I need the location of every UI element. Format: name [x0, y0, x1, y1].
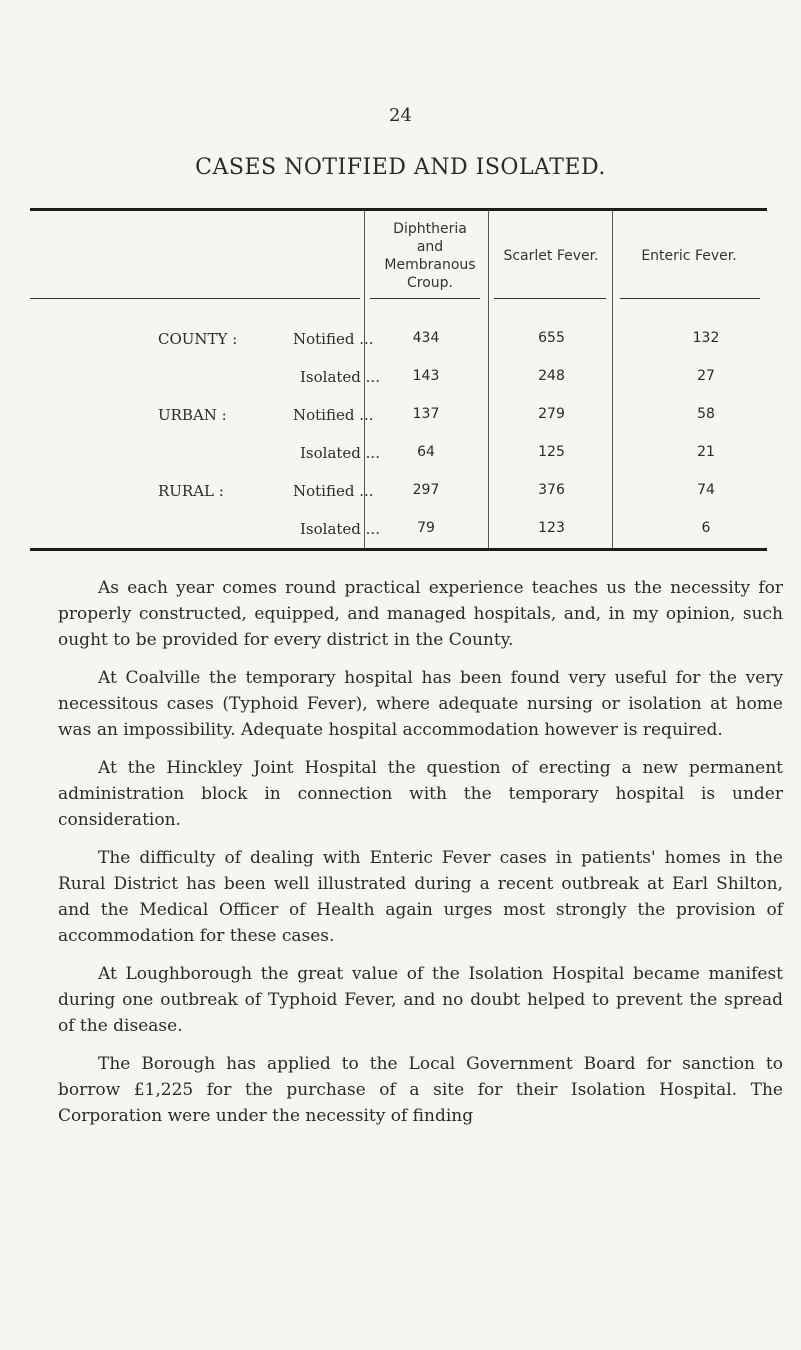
paragraph: At Loughborough the great value of the Isolation Hospital became manifest during one outbreak of Typhoid Fever, and no doubt helped to prevent the spread of the disease. [58, 964, 783, 1036]
page-number: 24 [389, 105, 412, 126]
cell-enteric-fever: 132 [692, 330, 720, 346]
column-header-diphtheria: Diphtheria and Membranous Croup. [384, 220, 476, 291]
cell-diphtheria: 143 [412, 368, 440, 384]
cell-scarlet-fever: 125 [538, 444, 565, 460]
cell-enteric-fever: 6 [701, 520, 711, 536]
paragraph: The difficulty of dealing with Enteric Fever cases in patients' homes in the Rural District has been well illustrated during a recent outbreak at Earl Shilton, and the Medical Officer of Health again urges most strongly the provision of accommodation for these cases. [58, 848, 783, 946]
table-row [30, 520, 767, 548]
row-label: Isolated ... [300, 444, 380, 462]
cell-enteric-fever: 21 [697, 444, 715, 460]
table-bottom-rule [30, 548, 767, 551]
cell-scarlet-fever: 279 [538, 406, 565, 422]
cell-scarlet-fever: 376 [538, 482, 565, 498]
cell-enteric-fever: 74 [697, 482, 715, 498]
cell-enteric-fever: 58 [697, 406, 715, 422]
table-row [30, 368, 767, 396]
table-row [30, 330, 767, 358]
row-region: RURAL : [158, 482, 224, 500]
row-label: Isolated ... [300, 368, 380, 386]
cell-scarlet-fever: 655 [538, 330, 565, 346]
page-title: CASES NOTIFIED AND ISOLATED. [195, 155, 606, 180]
row-region: URBAN : [158, 406, 227, 424]
header-underline [620, 298, 760, 299]
table-row [30, 444, 767, 472]
row-label: Isolated ... [300, 520, 380, 538]
paragraph: At Coalville the temporary hospital has been found very useful for the very necessitous cases (Typhoid Fever), where adequate nursing or isolation at home was an impossibility. Adequate hospital accommodation however is required. [58, 668, 783, 740]
table-row [30, 406, 767, 434]
column-header-enteric-fever: Enteric Fever. [641, 247, 737, 264]
header-underline [370, 298, 480, 299]
cell-diphtheria: 434 [412, 330, 440, 346]
cell-enteric-fever: 27 [697, 368, 715, 384]
cell-diphtheria: 297 [412, 482, 440, 498]
column-header-scarlet-fever: Scarlet Fever. [503, 247, 599, 264]
row-label: Notified ... [293, 406, 374, 424]
body-text [58, 575, 783, 1141]
row-label: Notified ... [293, 330, 374, 348]
paragraph: As each year comes round practical experience teaches us the necessity for properly constructed, equipped, and managed hospitals, and, in my opinion, such ought to be provided for every district in the County. [58, 578, 783, 650]
paragraph: At the Hinckley Joint Hospital the question of erecting a new permanent administration block in connection with the temporary hospital is under consideration. [58, 758, 783, 830]
cell-diphtheria: 79 [417, 520, 435, 536]
cell-diphtheria: 137 [412, 406, 440, 422]
cell-scarlet-fever: 123 [538, 520, 565, 536]
row-label: Notified ... [293, 482, 374, 500]
header-underline [30, 298, 360, 299]
header-underline [494, 298, 606, 299]
cell-diphtheria: 64 [417, 444, 435, 460]
table-row [30, 482, 767, 510]
cell-scarlet-fever: 248 [538, 368, 565, 384]
table-top-rule [30, 208, 767, 211]
row-region: COUNTY : [158, 330, 238, 348]
paragraph: The Borough has applied to the Local Government Board for sanction to borrow £1,225 for the purchase of a site for their Isolation Hospital. The Corporation were under the necessity of finding [58, 1054, 783, 1126]
